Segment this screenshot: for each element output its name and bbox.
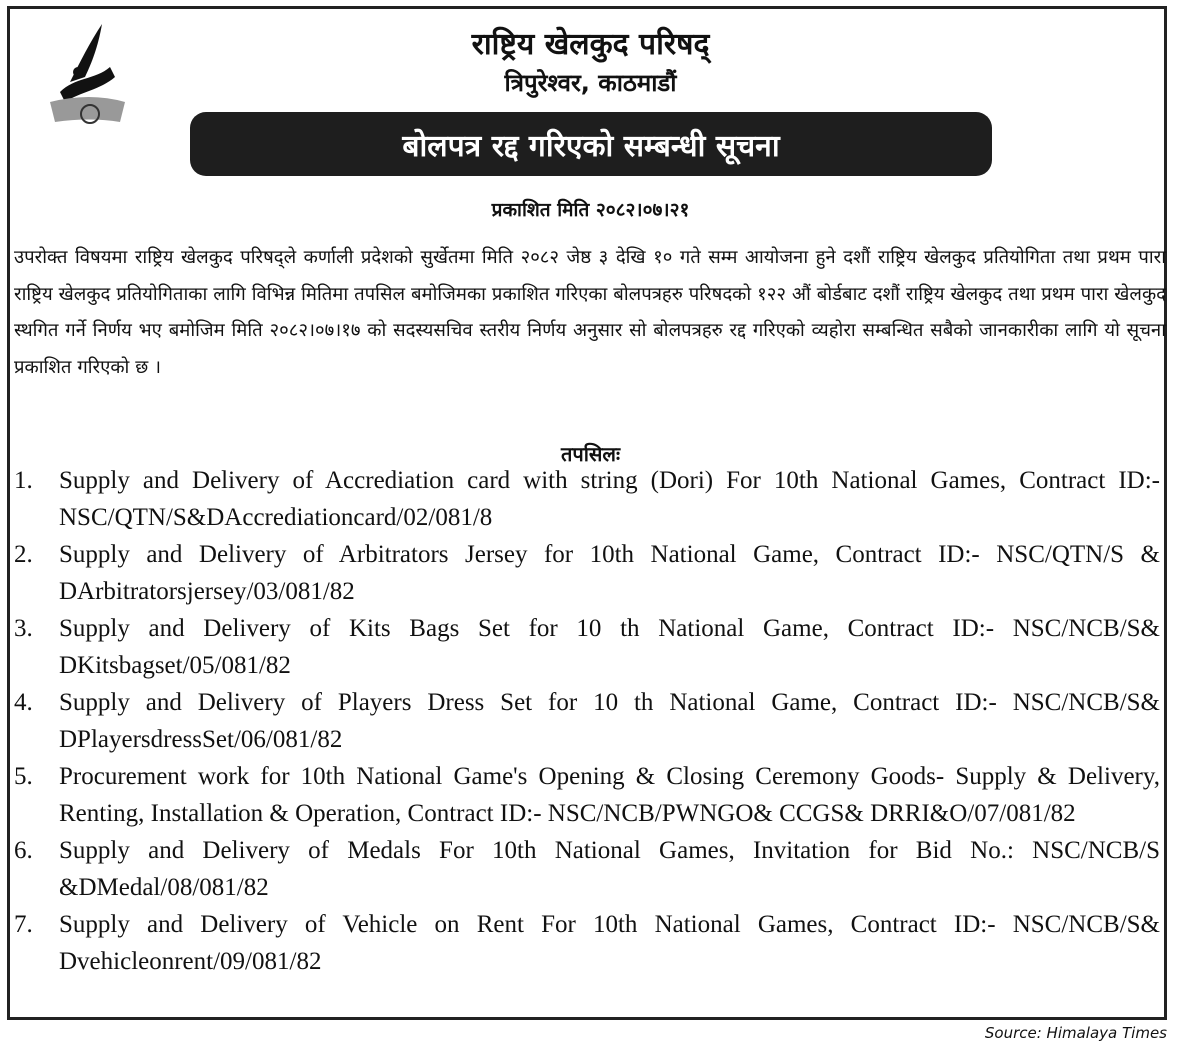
list-heading: तपसिलः <box>560 442 621 466</box>
organization-location: त्रिपुरेश्वर, काठमाडौं <box>504 69 677 97</box>
item-number: 6. <box>14 837 33 864</box>
item-text: Procurement work for 10th National Game's Opening & Closing Ceremony Goods- Supply & Delivery, Renting, Installation & Operation, Contract ID:- NSC/NCB/PWNGO& CCGS& DRRI&O/07/081/82 <box>59 763 1160 827</box>
item-number: 1. <box>14 467 33 494</box>
list-item <box>14 463 1160 536</box>
source-credit: Source: Himalaya Times <box>984 1024 1167 1042</box>
list-item <box>14 907 1160 980</box>
item-text: Supply and Delivery of Kits Bags Set for 10 th National Game, Contract ID:- NSC/NCB/S& DKitsbagset/05/081/82 <box>59 615 1160 679</box>
notice-title-banner <box>190 112 992 176</box>
item-number: 3. <box>14 615 33 642</box>
notice-paragraph: उपरोक्त विषयमा राष्ट्रिय खेलकुद परिषद्ले कर्णाली प्रदेशको सुर्खेतमा मिति २०८२ जेष्ठ ३ देखि १० गते सम्म आयोजना हुने दशौं राष्ट्रिय खेलकुद प्रतियोगिता तथा प्रथम पारा राष्ट्रिय खेलकुद प्रतियोगिताका लागि विभिन्न मितिमा तपसिल बमोजिमका प्रकाशित गरिएका बोलपत्रहरु परिषदको १२२ औं बोर्डबाट दशौं राष्ट्रिय खेलकुद तथा प्रथम पारा खेलकुद स्थगित गर्ने निर्णय भए बमोजिम मिति २०८२।०७।१७ को सदस्यसचिव स्तरीय निर्णय अनुसार सो बोलपत्रहरु रद्द गरिएको व्यहोरा सम्बन्धित सबैको जानकारीका लागि यो सूचना प्रकाशित गरिएको छ । <box>14 247 1166 378</box>
item-number: 4. <box>14 689 33 716</box>
item-number: 7. <box>14 911 33 938</box>
list-item <box>14 759 1160 832</box>
item-text: Supply and Delivery of Players Dress Set for 10 th National Game, Contract ID:- NSC/NCB/S& DPlayersdressSet/06/081/82 <box>59 689 1160 753</box>
item-text: Supply and Delivery of Accrediation card with string (Dori) For 10th National Games, Contract ID:- NSC/QTN/S&DAccrediationcard/02/081/8 <box>59 467 1160 531</box>
tender-list <box>14 463 1160 981</box>
item-number: 2. <box>14 541 33 568</box>
item-text: Supply and Delivery of Arbitrators Jersey for 10th National Game, Contract ID:- NSC/QTN/S & DArbitratorsjersey/03/081/82 <box>59 541 1160 605</box>
published-date: प्रकाशित मिति २०८२।०७।२१ <box>491 199 690 221</box>
notice-title: बोलपत्र रद्द गरिएको सम्बन्धी सूचना <box>402 128 780 164</box>
item-number: 5. <box>14 763 33 790</box>
list-item <box>14 833 1160 906</box>
list-item <box>14 685 1160 758</box>
organization-name: राष्ट्रिय खेलकुद परिषद् <box>471 27 710 62</box>
item-text: Supply and Delivery of Vehicle on Rent For 10th National Games, Contract ID:- NSC/NCB/S& Dvehicleonrent/09/081/82 <box>59 911 1160 975</box>
list-item <box>14 537 1160 610</box>
item-text: Supply and Delivery of Medals For 10th National Games, Invitation for Bid No.: NSC/NCB/S &DMedal/08/081/82 <box>59 837 1160 901</box>
list-item <box>14 611 1160 684</box>
